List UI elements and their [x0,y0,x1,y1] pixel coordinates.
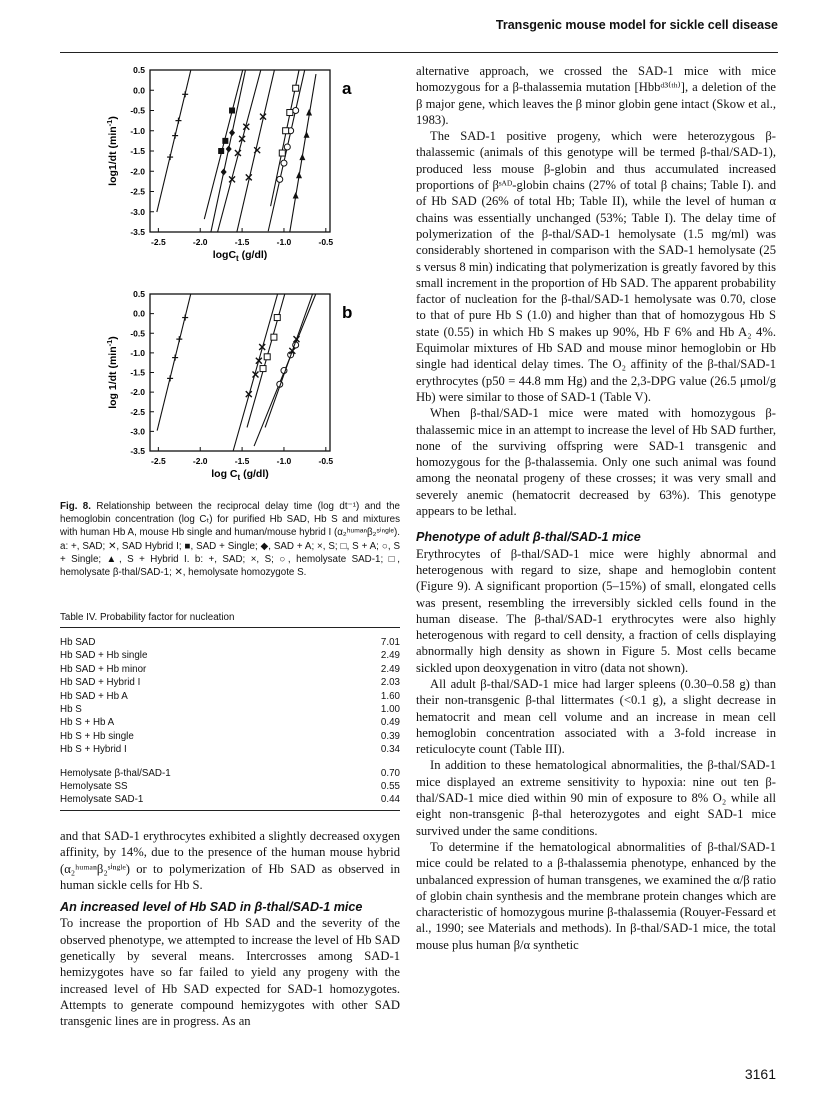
table-row [60,780,400,793]
x-tick-label: -1.0 [276,237,292,247]
table-cell-value: 0.49 [380,717,400,729]
panel-letter: b [342,303,353,322]
marker-triangle [296,172,302,179]
table-cell-value: 0.39 [380,730,400,742]
table-row [60,716,400,729]
y-tick-label: -3.0 [130,206,145,217]
data-point [304,131,310,138]
data-point [229,108,235,114]
paragraph: alternative approach, we crossed the SAD-1 mice with mice homozygous for a β-thalassemia mutation [Hbbᵈ³⁽ᵗʰ⁾], a deletion of the β major gene, which leaves the β minor globin gene intact (Skow et al., 1983). [416,64,776,127]
marker-square-filled [229,108,235,114]
data-point [260,366,266,372]
data-point [283,128,289,134]
table-cell-value: 0.55 [380,780,400,792]
data-point [284,144,290,150]
x-tick-label: -2.0 [192,237,208,247]
y-axis-label: log 1/dt $(\min^{-1})$ [105,336,119,409]
table-row [60,743,400,756]
table-cell-label: Hemolysate β-thal/SAD-1 [60,767,171,779]
figure-8a-chart [76,60,376,280]
marker-square [274,315,280,321]
marker-triangle [299,154,305,161]
running-head: Transgenic mouse model for sickle cell disease [495,18,778,32]
marker-square [293,85,299,91]
y-tick-label: -1.5 [130,146,145,156]
data-point [281,160,287,166]
table-row [60,767,400,780]
data-point [218,148,224,154]
data-point [293,85,299,91]
x-tick-label: -1.0 [276,456,292,466]
data-point [229,129,235,136]
table-cell-value: 0.34 [380,744,400,756]
series-line [247,294,285,427]
y-tick-label: -2.5 [130,186,145,197]
table-cell-value: 0.44 [380,794,400,806]
marker-triangle [304,131,310,138]
table-cell-value: 2.49 [380,663,400,675]
data-point [182,315,188,321]
table-cell-label: Hb S + Hybrid I [60,744,127,756]
header-rule [60,52,778,53]
table-row [60,690,400,703]
paragraph: To determine if the hematological abnormalities of β-thal/SAD-1 mice could be related to a β-thalassemia phenotype, enhanced by the unbalanced expression of human transgenes, we examined the α/β ratio of globin chain synthesis and the membrane protein changes which are characteristic of homozygous murine β-thalassemia (Rouyer-Fessard et al., 1990; see Materials and methods). In β-thal/SAD-1 mice, the total mouse plus human β/α synthetic [416,839,776,952]
data-point [296,172,302,179]
marker-square [279,150,285,156]
y-tick-label: -2.0 [130,387,145,398]
figure-caption-text: Relationship between the reciprocal delay time (log dt⁻¹) and the hemoglobin concentration (log Cₜ) for purified Hb SAD, Hb S and mixtures with human Hb A, mouse Hb single and human/mouse hybrid I (α₂ʰᵘᵐᵃⁿβ₂ˢⁱⁿᵍˡᵉ). a: +, SAD; ✕, SAD Hybrid I; ■, SAD + Single; ◆, SAD + A; ×, S; □, S + A; ○, S + Single; ▲, S + Hybrid I. b: +, SAD; ×, S; ○, hemolysate SAD-1; □, hemolysate β-thal/SAD-1; ✕, hemolysate homozygote S. [60,501,400,579]
paragraph: Erythrocytes of β-thal/SAD-1 mice were highly abnormal and heterogenous with regard to size, shape and hemoglobin content (Figure 9). A significant proportion (5–15%) of small, elongated cells was present, resembling the irreversibly sickled cells found in the human disease. The β-thal/SAD-1 erythrocytes were also highly heterogenous with regard to cell density, a fraction of cells displaying abnormally high density as shown in Figure 5. Most cells became sickled upon deoxygenation in vitro (data not shown). [416,546,776,675]
table-cell-label: Hb SAD + Hb single [60,650,148,662]
table-row [60,703,400,716]
y-axis-label: log1/dt $(\min^{-1})$ [105,116,119,186]
marker-square [271,334,277,340]
table-row [60,676,400,689]
marker-square [260,366,266,372]
data-point [279,150,285,156]
x-tick-label: -2.5 [151,237,166,247]
left-column-text [60,828,400,1030]
series-line [204,70,242,219]
data-point [176,336,182,342]
data-point [306,109,312,116]
paragraph: The SAD-1 positive progeny, which were heterozygous β-thalassemic (animals of this genotype will be termed β-thal/SAD-1), produced less mouse β-globin and thus accumulated increased proportions of βˢᴬᴰ-globin chains (27% of total β chains; Table I). and of Hb SAD (26% of total Hb; Table II), while the level of human α chains was essentially unchanged (53%; Table I). The delay time of polymerization of the β-thal/SAD-1 hemolysate (1.5 mg/ml) was considerably shortened in comparison with the SAD-1 hemolysate (25 s versus 8 min) indicating that polymerization is greatly favored by this small increment in the proportion of Hb SAD. The apparent probability factor of nucleation for the β-thal/SAD-1 hemolysate was 0.70, close to that of pure Hb S (1.0) and higher than that of homozygous Hb S state (0.55) in which Hb S makes up 90%, Hb F 6% and Hb A₂ 4%. Equimolar mixtures of Hb SAD and mouse minor hemoglobin or Hb single had identical delay times. The O₂ affinity of the β-thal/SAD-1 erythrocytes (p50 = 44.8 mm Hg) and the 2,3-DPG value (26.5 μmol/g Hb) were similar to those of SAD-1 (Table V). [416,129,776,404]
table-cell-label: Hemolysate SAD-1 [60,794,144,806]
table-row [60,649,400,662]
data-point [287,110,293,116]
table-row [60,636,400,649]
table-cell-value: 2.03 [380,677,400,689]
series-line [157,294,191,431]
paragraph: When β-thal/SAD-1 mice were mated with homozygous β-thalassemic mice in an attempt to increase the level of Hb SAD further, none of the surviving offspring were SAD-1 transgenic and homozygous for the β-thalassemia. Only one such animal was found among the neonatal progeny of these crosses; it was very small and severely anemic (hematocrit decreased by 63%). This genotype appears to be lethal. [416,406,776,519]
y-tick-label: -3.5 [130,227,145,237]
table-body-hemolysates [60,767,400,807]
table-cell-value: 2.49 [380,650,400,662]
table-cell-value: 1.60 [380,690,400,702]
data-point [222,138,228,144]
table-iv [60,612,400,811]
table-cell-label: Hb SAD + Hb minor [60,663,147,675]
y-tick-label: -1.5 [130,367,145,378]
panel-letter: a [342,79,352,98]
x-tick-label: -0.5 [318,237,334,247]
table-cell-label: Hb S + Hb single [60,730,134,742]
data-point [264,354,270,360]
data-point [172,355,178,361]
marker-circle [277,176,283,182]
marker-square-filled [222,138,228,144]
section-heading: An increased level of Hb SAD in β-thal/SAD-1 mice [60,900,363,915]
marker-square-filled [218,148,224,154]
table-rule-bottom [60,810,400,811]
series-line [157,70,191,212]
table-cell-value: 0.70 [380,767,400,779]
table-row [60,663,400,676]
x-tick-label: -2.0 [192,456,208,466]
data-point [226,145,232,152]
x-axis-label: $\log C_t$ (g/dl) [211,468,269,482]
data-point [167,154,173,160]
table-title: Table IV. Probability factor for nucleation [60,612,235,623]
y-tick-label: -1.0 [130,347,145,358]
section-heading: Phenotype of adult β-thal/SAD-1 mice [416,530,641,545]
paragraph: To increase the proportion of Hb SAD and the severity of the observed phenotype, we attempted to increase the level of Hb SAD genetically by several means. Intercrosses among SAD-1 hemizygotes have so far failed to yield any progeny with the increased level of Hb SAD expected for SAD-1 homozygotes. Attempts to generate compound hemizygotes with other SAD transgenic lines are in progress. As an [60,916,400,1029]
marker-triangle [306,109,312,116]
y-tick-label: 0.5 [133,289,145,299]
marker-circle [293,108,299,114]
table-body [60,636,400,757]
table-cell-value: 1.00 [380,703,400,715]
marker-diamond [226,145,232,152]
table-cell-label: Hb SAD + Hybrid I [60,677,141,689]
table-cell-label: Hb S [60,703,82,715]
marker-triangle [293,192,299,199]
marker-square [264,354,270,360]
y-tick-label: -0.5 [130,328,145,339]
y-tick-label: 0.0 [133,308,145,319]
data-point [274,315,280,321]
paragraph: and that SAD-1 erythrocytes exhibited a slightly decreased oxygen affinity, by 14%, due to the presence of the human mouse hybrid (α₂ʰᵘᵐᵃⁿβ₂ˢⁱⁿᵍˡᵉ) or to polymerization of Hb SAD as observed in human sickle cells for Hb S. [60,829,400,892]
paragraph: All adult β-thal/SAD-1 mice had larger spleens (0.30–0.58 g) than their non-transgenic β-thal littermates (<0.1 g), a slight decrease in hematocrit and mean cell volume and an increase in mean cell hemoglobin concentration associated with a 3-fold increase in reticulocyte count (Table III). [416,676,776,757]
data-point [293,108,299,114]
marker-circle [284,144,290,150]
x-tick-label: -1.5 [234,237,250,247]
data-point [175,118,181,124]
paragraph: In addition to these hematological abnormalities, the β-thal/SAD-1 mice displayed an extreme sensitivity to hypoxia: nine out ten β-thal/SAD-1 mice died within 90 min of exposure to 8% O₂ while all eight non-transgenic β-thal heterozygotes and eight SAD-1 mice survived under the same conditions. [416,758,776,838]
table-cell-label: Hemolysate SS [60,780,128,792]
y-tick-label: 0.0 [133,85,145,96]
marker-square [283,128,289,134]
data-point [254,147,260,153]
y-tick-label: -2.0 [130,166,145,177]
marker-circle [281,160,287,166]
figure-caption [60,500,400,579]
marker-square [287,110,293,116]
marker-diamond [221,169,227,176]
figure-label: Fig. 8. [60,501,91,512]
marker-diamond [229,129,235,136]
table-row [60,730,400,743]
data-point [277,176,283,182]
y-tick-label: -3.0 [130,426,145,437]
y-tick-label: -2.5 [130,406,145,417]
x-axis-label: logC$_t$ (g/dl) [212,249,268,263]
x-tick-label: -1.5 [234,456,250,466]
series-line [233,294,277,451]
data-point [221,169,227,176]
data-point [299,154,305,161]
data-point [167,375,173,381]
series-line [268,70,305,231]
table-row [60,793,400,806]
right-column-text [416,63,776,953]
figure-8b-chart [76,284,376,499]
x-tick-label: -2.5 [151,456,166,466]
table-cell-value: 7.01 [380,637,400,648]
y-tick-label: -1.0 [130,125,145,136]
page-number: 3161 [744,1066,776,1082]
table-cell-label: Hb SAD + Hb A [60,690,128,702]
data-point [293,192,299,199]
x-tick-label: -0.5 [318,456,334,466]
table-cell-label: Hb SAD [60,637,96,648]
data-point [182,91,188,97]
table-cell-label: Hb S + Hb A [60,717,115,729]
data-point [271,334,277,340]
y-tick-label: -0.5 [130,105,145,116]
data-point [172,133,178,139]
y-tick-label: -3.5 [130,446,145,456]
y-tick-label: 0.5 [133,65,145,75]
